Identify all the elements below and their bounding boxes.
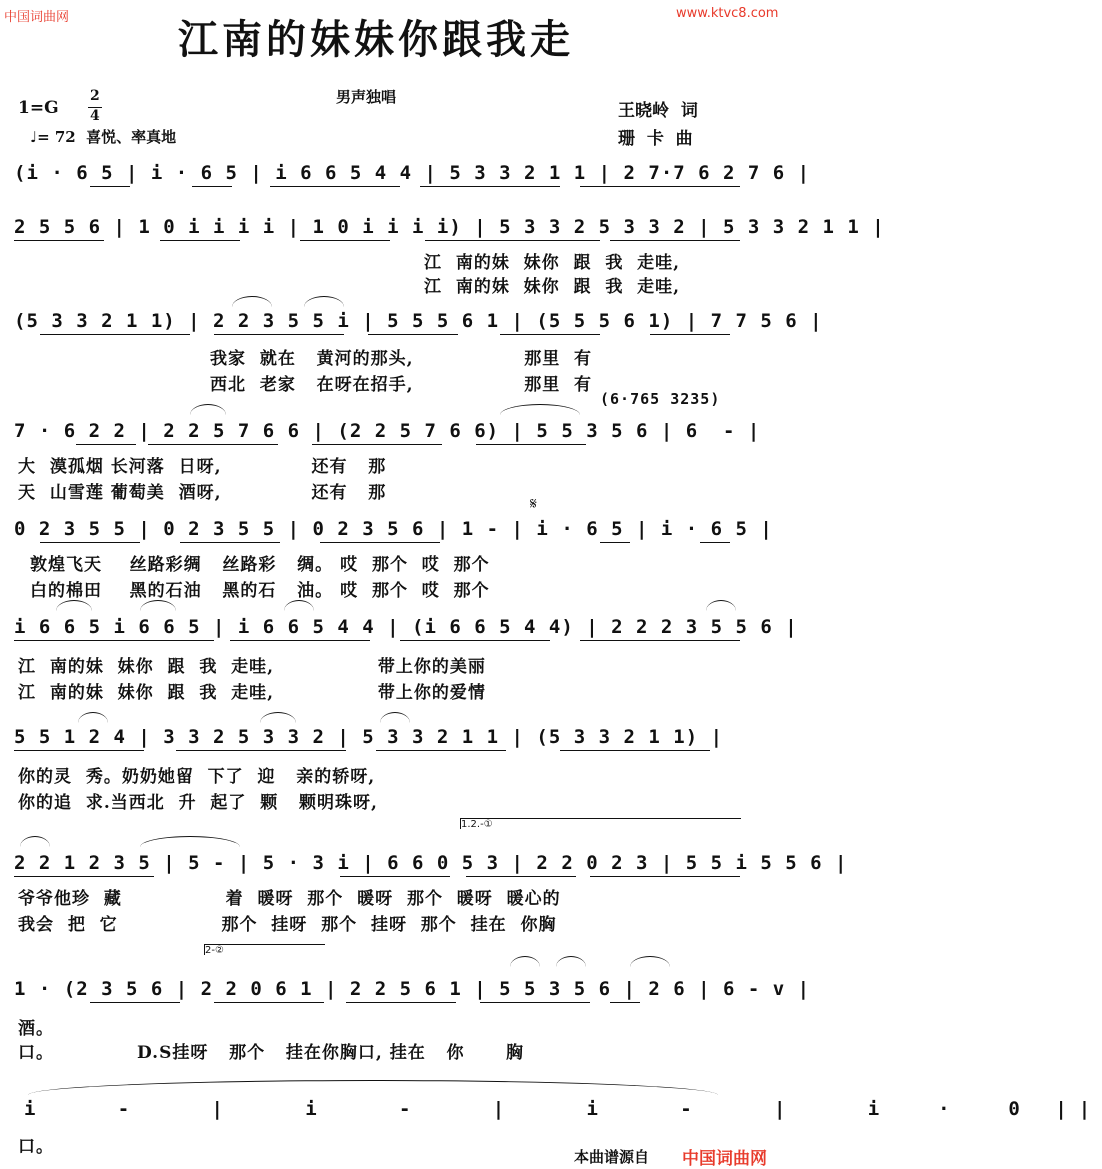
lyrics-row-3-verse-1: 我家 就在 黄河的那头, 那里 有 <box>210 349 593 369</box>
lyrics-row-8-verse-1: 爷爷他珍 藏 着 暖呀 那个 暖呀 那个 暖呀 暖心的 <box>18 889 561 909</box>
beam <box>610 1002 640 1003</box>
watermark-top-left: 中国词曲网 <box>4 10 70 25</box>
lyrics-row-5-verse-1: 敦煌飞天 丝路彩绸 丝路彩 绸。 哎 那个 哎 那个 <box>30 555 490 575</box>
beam <box>300 240 390 241</box>
slur <box>284 600 314 611</box>
beam <box>650 334 730 335</box>
beam <box>610 240 740 241</box>
footer-brand: 中国词曲网 <box>682 1149 767 1169</box>
slur <box>510 956 540 967</box>
slur <box>190 404 226 415</box>
slur <box>304 296 344 307</box>
slur <box>140 836 240 847</box>
beam <box>346 1002 456 1003</box>
beam <box>420 186 560 187</box>
beam <box>368 334 458 335</box>
beam <box>480 1002 590 1003</box>
time-signature-top: 2 <box>90 88 100 104</box>
slur <box>56 600 92 611</box>
notes-row-8: 2 2 1 2 3 5 | 5 - | 5 · 3 i | 6 6 0 5 3 | 2 2 0 2 3 | 5 5 i 5 5 6 | <box>14 852 848 874</box>
beam <box>176 750 346 751</box>
beam <box>230 640 370 641</box>
beam <box>312 444 442 445</box>
volta-bracket-1 <box>460 818 741 829</box>
beam <box>148 444 278 445</box>
beam <box>40 542 140 543</box>
beam <box>40 334 190 335</box>
beam <box>14 240 104 241</box>
lyrics-row-7-verse-1: 你的灵 秀。奶奶她留 下了 迎 亲的轿呀, <box>18 767 376 787</box>
key-signature: 1=G <box>18 98 59 118</box>
beam <box>14 750 144 751</box>
beam <box>90 186 130 187</box>
volta-label-2: 2-② <box>205 945 224 956</box>
beam <box>214 1002 324 1003</box>
lyrics-row-9-verse-2: 口。 D.S挂呀 那个 挂在你胸口, 挂在 你 胸 <box>18 1043 524 1063</box>
beam <box>14 640 214 641</box>
beam <box>180 542 280 543</box>
slur <box>500 404 580 415</box>
lyrics-row-6-verse-2: 江 南的妹 妹你 跟 我 走哇, 带上你的爱情 <box>18 683 486 703</box>
beam <box>400 640 550 641</box>
slur <box>556 956 586 967</box>
beam <box>580 640 740 641</box>
slur <box>706 600 736 611</box>
beam <box>466 876 576 877</box>
lyrics-row-4-verse-2: 天 山雪莲 葡萄美 酒呀, 还有 那 <box>18 483 387 503</box>
footer-source-label: 本曲谱源自 <box>574 1148 650 1166</box>
beam <box>500 334 600 335</box>
song-title: 江南的妹妹你跟我走 <box>178 16 574 63</box>
beam <box>425 240 600 241</box>
beam <box>340 876 450 877</box>
notes-row-3: (5 3 3 2 1 1) | 2 2 3 5 5 i | 5 5 5 6 1 | (5 5 5 6 1) | 7 7 5 6 | <box>14 310 823 332</box>
slur <box>260 712 296 723</box>
notes-row-7: 5 5 1 2 4 | 3 3 2 5 3 3 2 | 5 3 3 2 1 1 | (5 3 3 2 1 1) | <box>14 726 724 748</box>
notes-row-6: i 6 6 5 i 6 6 5 | i 6 6 5 4 4 | (i 6 6 5 4 4) | 2 2 2 3 5 5 6 | <box>14 616 798 638</box>
slur <box>20 836 50 847</box>
beam <box>320 542 440 543</box>
beam <box>90 1002 180 1003</box>
watermark-top-right: www.ktvc8.com <box>676 6 779 21</box>
notes-row-5: 0 2 3 5 5 | 0 2 3 5 5 | 0 2 3 5 6 | 1 - | i · 6 5 | i · 6 5 | <box>14 518 773 540</box>
volta-bracket-2 <box>204 944 325 955</box>
lyricist-credit: 王晓岭 词 <box>618 101 698 121</box>
beam <box>192 186 232 187</box>
lyrics-row-2-verse-1: 江 南的妹 妹你 跟 我 走哇, <box>424 253 681 273</box>
lyrics-row-2-verse-2: 江 南的妹 妹你 跟 我 走哇, <box>424 277 681 297</box>
slur <box>380 712 410 723</box>
notes-row-4: 7 · 6 2 2 | 2 2 5 7 6 6 | (2 2 5 7 6 6) | 5 5 3 5 6 | 6 - | <box>14 420 761 442</box>
beam <box>590 876 740 877</box>
notes-row-10: i - | i - | i - | i · 0 || <box>24 1098 1102 1120</box>
beam <box>76 444 136 445</box>
notes-row-2: 2 5 5 6 | 1 0 i i i i | 1 0 i i i i) | 5 3 3 2 5 3 3 2 | 5 3 3 2 1 1 | <box>14 216 885 238</box>
lyrics-row-4-verse-1: 大 漠孤烟 长河落 日呀, 还有 那 <box>18 457 387 477</box>
beam <box>580 186 740 187</box>
notes-row-4-extra: (6·765 3235) <box>600 390 721 408</box>
slur <box>78 712 108 723</box>
notes-row-1: (i · 6 5 | i · 6 5 | i 6 6 5 4 4 | 5 3 3 2 1 1 | 2 7·7 6 2 7 6 | <box>14 162 811 184</box>
slur <box>232 296 272 307</box>
slur <box>28 1080 718 1095</box>
lyrics-row-10: 口。 <box>18 1137 54 1157</box>
beam <box>270 186 400 187</box>
volta-label-1: 1.2.-① <box>461 819 493 830</box>
time-signature-bottom: 4 <box>90 108 100 124</box>
notes-row-9: 1 · (2 3 5 6 | 2 2 0 6 1 | 2 2 5 6 1 | 5 5 3 5 6 | 2 6 | 6 - v | <box>14 978 811 1000</box>
beam <box>214 334 344 335</box>
beam <box>14 876 154 877</box>
beam <box>560 750 710 751</box>
composer-credit: 珊 卡 曲 <box>618 129 693 149</box>
lyrics-row-7-verse-2: 你的追 求.当西北 升 起了 颗 颗明珠呀, <box>18 793 378 813</box>
lyrics-row-9-verse-1: 酒。 <box>18 1019 54 1039</box>
lyrics-row-6-verse-1: 江 南的妹 妹你 跟 我 走哇, 带上你的美丽 <box>18 657 486 677</box>
slur <box>630 956 670 967</box>
segno-sign: 𝄋 <box>530 494 537 513</box>
lyrics-row-3-verse-2: 西北 老家 在呀在招手, 那里 有 <box>210 375 593 395</box>
beam <box>376 750 506 751</box>
beam <box>700 542 730 543</box>
beam <box>600 542 630 543</box>
lyrics-row-8-verse-2: 我会 把 它 那个 挂呀 那个 挂呀 那个 挂在 你胸 <box>18 915 557 935</box>
beam <box>160 240 240 241</box>
beam <box>476 444 586 445</box>
performance-type: 男声独唱 <box>336 88 397 106</box>
lyrics-row-5-verse-2: 白的棉田 黑的石油 黑的石 油。 哎 那个 哎 那个 <box>30 581 490 601</box>
tempo-marking: ♩= 72 喜悦、率真地 <box>30 128 177 146</box>
slur <box>140 600 176 611</box>
